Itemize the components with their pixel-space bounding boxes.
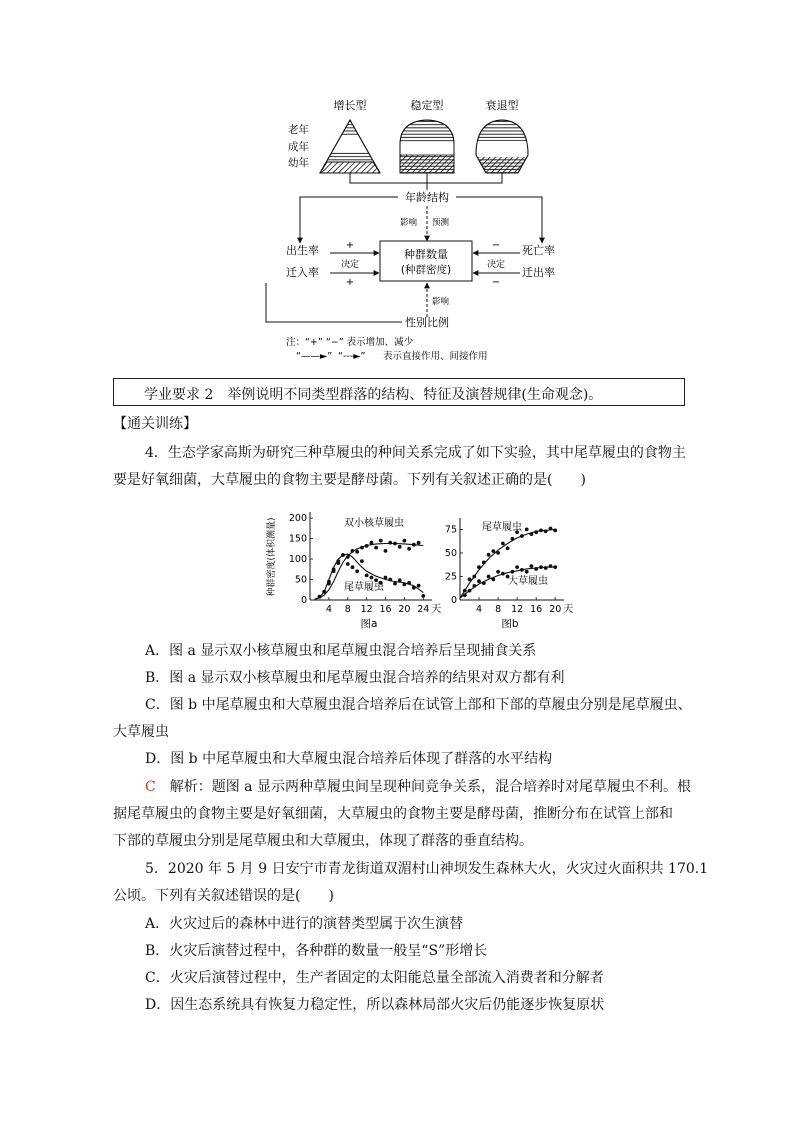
q4-analysis-line2: 据尾草履虫的食物主要是好氧细菌，大草履虫的食物主要是酵母菌，推断分布在试管上部和 — [113, 806, 673, 822]
chart-b-data-point — [520, 568, 524, 572]
chart-a-data-point — [407, 581, 411, 585]
chart-a — [266, 494, 442, 630]
q5-option-c: C．火灾后演替过程中，生产者固定的太阳能总量全部流入消费者和分解者 — [145, 970, 604, 986]
chart-b-series-label-0: 尾草履虫 — [482, 522, 522, 533]
q4-option-c-line2: 大草履虫 — [113, 724, 169, 740]
chart-a-data-point — [365, 544, 369, 548]
chart-a-ytick-label: 0 — [300, 595, 307, 606]
chart-b-data-point — [525, 528, 529, 532]
chart-b-xtick-label: 4 — [476, 604, 483, 615]
chart-b-ytick-label: 0 — [450, 595, 457, 606]
chart-b-data-point — [491, 549, 495, 553]
note-arrow1: “——►” — [296, 351, 333, 362]
age-structure-label: 年龄结构 — [405, 191, 449, 204]
chart-a-series-label-0: 双小核草履虫 — [344, 518, 404, 529]
chart-b-xtick-label: 8 — [495, 604, 502, 615]
note-line2-text: 表示直接作用、间接作用 — [383, 351, 488, 362]
decide-right-label: 决定 — [486, 260, 506, 270]
sex-ratio-loop-line — [262, 300, 292, 330]
chart-b-data-point — [463, 593, 467, 597]
age-label-adult: 成年 — [288, 141, 309, 153]
chart-a-data-point — [355, 550, 359, 554]
immigration-rate-label: 迁入率 — [286, 266, 319, 279]
chart-a-data-point — [351, 549, 355, 553]
chart-a-data-point — [360, 559, 364, 563]
chart-a-xtick-label: 12 — [360, 604, 373, 615]
chart-b-data-point — [482, 561, 486, 565]
chart-a-data-point — [393, 542, 397, 546]
chart-a-ytick-label: 200 — [288, 513, 307, 525]
population-diagram — [280, 95, 580, 365]
chart-a-data-point — [384, 576, 388, 580]
chart-a-ylabel: 种群密度(体积测量) — [267, 517, 277, 597]
type-label-stable: 稳定型 — [410, 99, 444, 112]
q5-stem-line1: 5．2020 年 5 月 9 日安宁市青龙街道双湄村山神坝发生森林大火，火灾过火面积共 170.1 — [145, 861, 709, 877]
chart-a-data-point — [379, 539, 383, 543]
q4-analysis-text1: 解析：题图 a 显示两种草履虫间呈现种间竞争关系，混合培养时对尾草履虫不利。根 — [155, 779, 691, 795]
chart-b-data-point — [491, 577, 495, 581]
chart-b-data-point — [511, 570, 515, 574]
chart-b-ytick-label: 25 — [444, 571, 457, 583]
q4-analysis-line3: 下部的草履虫分别是尾草履虫和大草履虫，体现了群落的垂直结构。 — [113, 833, 533, 849]
q5-option-d: D．因生态系统具有恢复力稳定性，所以森林局部火灾后仍能逐步恢复原状 — [145, 997, 605, 1013]
chart-b-xtick-label: 20 — [549, 604, 562, 615]
plus-2: + — [345, 277, 355, 288]
age-label-young: 幼年 — [288, 157, 309, 169]
chart-b-data-point — [487, 553, 491, 557]
chart-b-data-point — [539, 565, 543, 569]
chart-a-series-label-1: 尾草履虫 — [344, 582, 384, 593]
influence-label: 影响 — [399, 218, 417, 228]
chart-b-svg — [438, 494, 574, 630]
chart-b-xtick-label: 12 — [511, 604, 524, 615]
chart-a-data-point — [351, 565, 355, 569]
q4-stem-line1: 4．生态学家高斯为研究三种草履虫的种间关系完成了如下实验，其中尾草履虫的食物主 — [145, 445, 686, 461]
minus-1: − — [491, 240, 501, 251]
chart-b-data-point — [553, 565, 557, 569]
chart-a-ytick-label: 100 — [288, 554, 307, 566]
chart-b-data-point — [496, 570, 500, 574]
chart-b-data-point — [501, 572, 505, 576]
death-rate-label: 死亡率 — [522, 244, 555, 257]
chart-a-xtick-label: 4 — [325, 604, 332, 615]
chart-b — [438, 494, 574, 630]
chart-a-svg — [266, 494, 442, 630]
chart-a-data-point — [336, 561, 340, 565]
chart-b-ytick-label: 75 — [444, 524, 457, 536]
chart-a-data-point — [407, 547, 411, 551]
stable-bell — [400, 120, 454, 173]
q4-option-b: B．图 a 显示双小核草履虫和尾草履虫混合培养的结果对双方都有利 — [145, 670, 565, 686]
chart-b-ytick-label: 50 — [444, 547, 457, 559]
chart-a-data-point — [417, 541, 421, 545]
chart-b-data-point — [477, 579, 481, 583]
birth-rate-label: 出生率 — [286, 244, 319, 257]
chart-b-xtick-label: 16 — [530, 604, 543, 615]
decide-left-label: 决定 — [340, 260, 360, 270]
chart-a-data-point — [388, 541, 392, 545]
chart-b-series-label-1: 大草履虫 — [508, 576, 548, 587]
predict-label: 预测 — [432, 218, 450, 228]
chart-a-data-point — [365, 574, 369, 578]
emigration-rate-label: 迁出率 — [522, 266, 555, 279]
q4-option-c-line1: C．图 b 中尾草履虫和大草履虫混合培养后在试管上部和下部的草履虫分别是尾草履虫、 — [145, 697, 692, 713]
chart-b-data-point — [549, 564, 553, 568]
plus-1: + — [345, 240, 355, 251]
chart-b-data-point — [539, 529, 543, 533]
chart-a-data-point — [346, 562, 350, 566]
chart-a-title: 图a — [360, 618, 378, 630]
chart-b-data-point — [530, 564, 534, 568]
chart-b-data-point — [515, 565, 519, 569]
chart-a-data-point — [355, 569, 359, 573]
type-label-decline: 衰退型 — [485, 99, 519, 112]
chart-b-data-point — [501, 542, 505, 546]
chart-a-x-unit: 天 — [431, 604, 442, 615]
chart-b-x-unit: 天 — [563, 604, 574, 615]
chart-b-title: 图b — [501, 618, 519, 630]
chart-a-data-point — [388, 578, 392, 582]
chart-a-data-point — [403, 583, 407, 587]
chart-b-data-point — [463, 589, 467, 593]
growth-pyramid — [320, 120, 380, 173]
q4-option-d: D．图 b 中尾草履虫和大草履虫混合培养后体现了群落的水平结构 — [145, 751, 553, 767]
decline-urn — [476, 120, 528, 173]
chart-a-ytick-label: 50 — [294, 574, 307, 586]
minus-2: − — [491, 277, 501, 288]
chart-a-data-point — [327, 580, 331, 584]
chart-a-xtick-label: 16 — [379, 604, 392, 615]
note-arrow2: “---►” — [338, 351, 366, 362]
chart-b-data-point — [544, 529, 548, 533]
q4-analysis-line1 — [145, 776, 691, 796]
population-diagram-svg — [280, 95, 580, 365]
chart-b-data-point — [544, 566, 548, 570]
chart-b-data-point — [520, 534, 524, 538]
chart-a-data-point — [322, 590, 326, 594]
requirement-text: 学业要求 2 举例说明不同类型群落的结构、特征及演替规律(生命观念)。 — [144, 387, 603, 403]
chart-b-data-point — [534, 567, 538, 571]
chart-a-data-point — [403, 539, 407, 543]
section-title: 【通关训练】 — [113, 416, 197, 432]
requirement-box — [113, 378, 685, 406]
chart-b-data-point — [534, 530, 538, 534]
influence2-label: 影响 — [432, 297, 450, 307]
q4-stem-line2: 要是好氧细菌，大草履虫的食物主要是酵母菌。下列有关叙述正确的是( ) — [113, 472, 586, 488]
chart-b-data-point — [468, 577, 472, 581]
chart-a-data-point — [393, 582, 397, 586]
chart-b-data-point — [511, 537, 515, 541]
chart-a-data-point — [370, 576, 374, 580]
chart-a-data-point — [398, 545, 402, 549]
chart-b-data-point — [487, 575, 491, 579]
chart-a-data-point — [374, 546, 378, 550]
chart-b-data-point — [472, 575, 476, 579]
q5-option-a: A．火灾过后的森林中进行的演替类型属于次生演替 — [145, 916, 464, 932]
chart-a-data-point — [398, 578, 402, 582]
sex-ratio-label: 性别比例 — [405, 316, 449, 329]
chart-a-xtick-label: 8 — [344, 604, 351, 615]
chart-a-data-point — [360, 546, 364, 550]
chart-b-data-point — [472, 584, 476, 588]
center-line2: (种群密度) — [400, 264, 452, 276]
chart-b-data-point — [553, 529, 557, 533]
chart-a-xtick-label: 24 — [417, 604, 430, 615]
chart-b-data-point — [482, 581, 486, 585]
chart-a-data-point — [332, 567, 336, 571]
center-line1: 种群数量 — [404, 248, 448, 261]
chart-a-xtick-label: 20 — [398, 604, 411, 615]
chart-a-data-point — [341, 553, 345, 557]
q4-answer: C — [145, 779, 156, 795]
chart-b-data-point — [549, 527, 553, 531]
chart-b-data-point — [506, 546, 510, 550]
note-line1: 注：“+” “−” 表示增加、减少 — [286, 337, 414, 348]
chart-b-data-point — [468, 589, 472, 593]
chart-a-data-point — [421, 594, 425, 598]
chart-a-data-point — [346, 555, 350, 559]
age-label-old: 老年 — [288, 124, 309, 136]
chart-b-data-point — [530, 532, 534, 536]
chart-a-data-point — [412, 586, 416, 590]
type-label-growth: 增长型 — [333, 99, 367, 112]
chart-a-data-point — [384, 549, 388, 553]
q4-option-a: A．图 a 显示双小核草履虫和尾草履虫混合培养后呈现捕食关系 — [145, 643, 537, 659]
q5-stem-line2: 公顷。下列有关叙述错误的是( ) — [113, 888, 334, 904]
chart-b-data-point — [477, 565, 481, 569]
chart-a-data-point — [417, 584, 421, 588]
chart-b-data-point — [525, 570, 529, 574]
chart-a-data-point — [412, 543, 416, 547]
chart-b-data-point — [496, 551, 500, 555]
chart-a-ytick-label: 150 — [288, 533, 307, 545]
q5-option-b: B．火灾后演替过程中，各种群的数量一般呈“S”形增长 — [145, 943, 488, 959]
chart-a-data-point — [370, 541, 374, 545]
